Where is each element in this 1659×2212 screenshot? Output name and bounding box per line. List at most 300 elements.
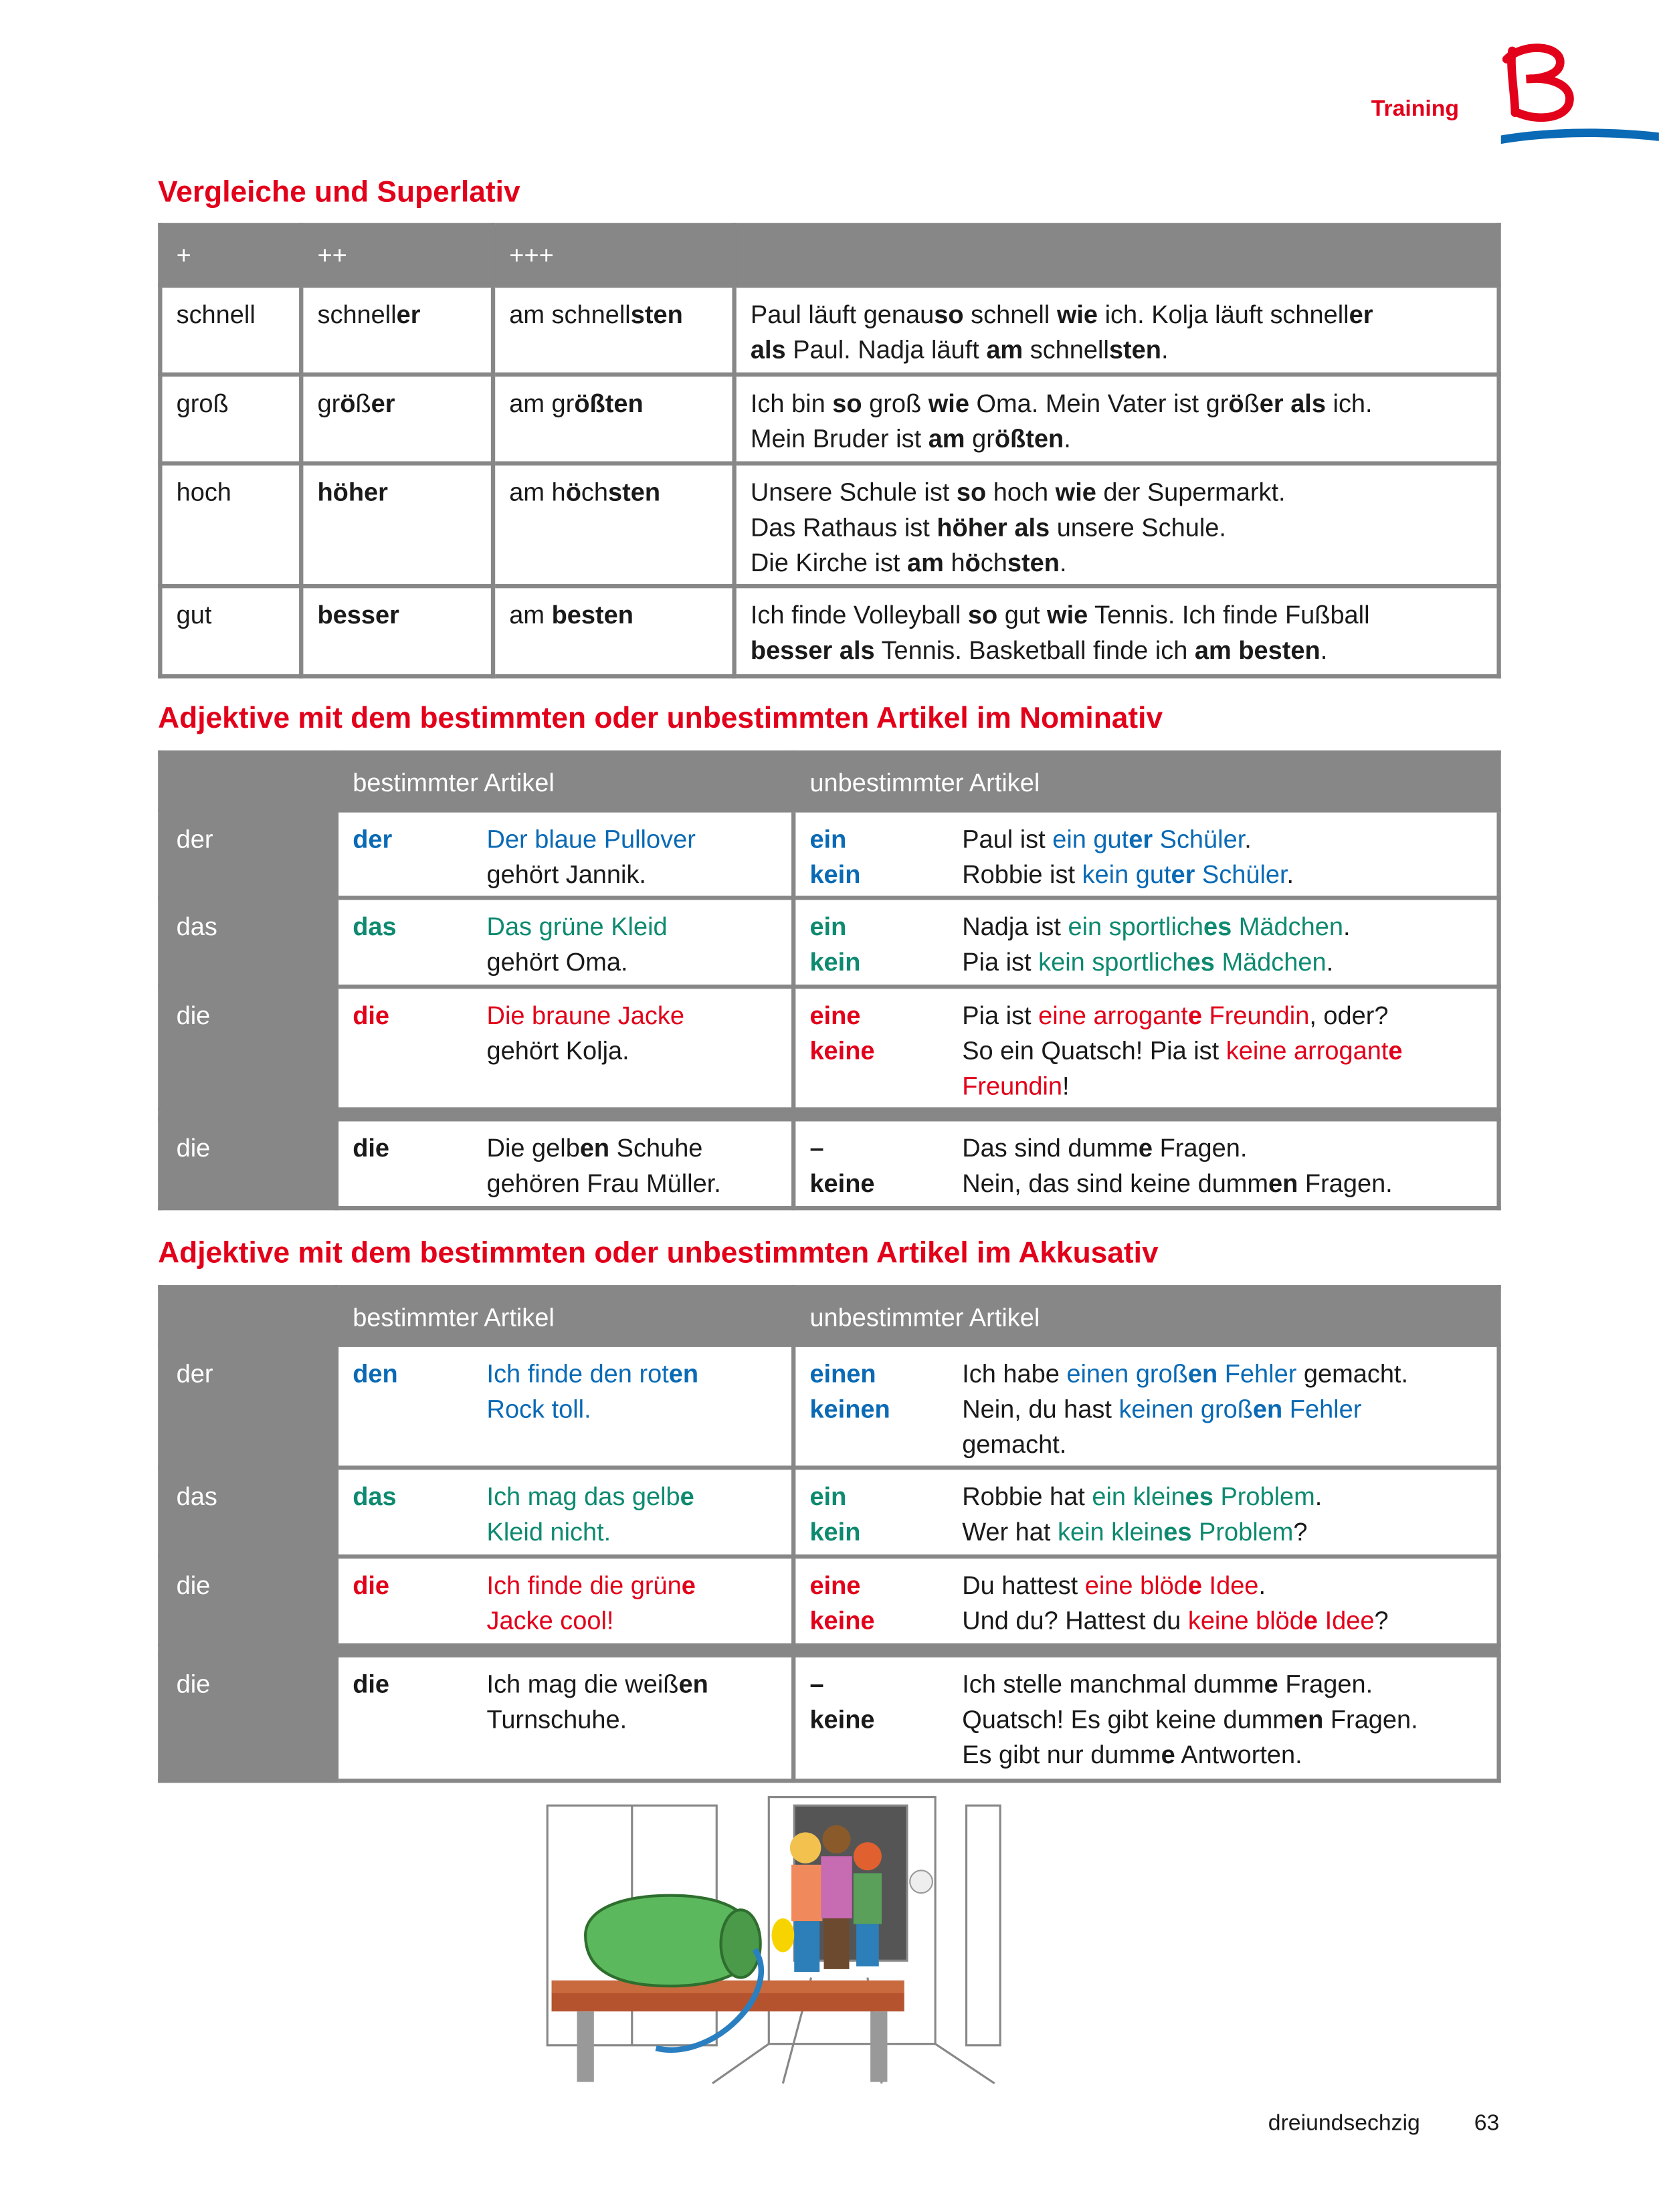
text-line [177,476,285,511]
text-run: einen [1066,1359,1129,1389]
text-line [751,333,1482,369]
text-run: Und du? Hattest du [962,1606,1188,1635]
header-definite: bestimmter Artikel [336,1287,793,1344]
text-line [809,910,962,945]
illustration-locker-room [543,1794,1003,2097]
text-run: es [1186,948,1215,977]
definite-cell [336,1119,793,1208]
text-line [962,1427,1408,1463]
text-run: en [1252,1395,1283,1423]
positive [160,586,301,676]
definite-example [487,910,668,980]
text-run: Mädchen [1232,912,1343,941]
table-row [160,1556,1498,1645]
superlative [493,464,735,586]
text-run: – [809,1670,824,1698]
table-row [160,586,1498,676]
text-line [809,1167,962,1202]
text-line [509,387,718,422]
definite-article [353,910,486,980]
text-run: keine blöd [1187,1606,1304,1635]
indefinite-cell [793,987,1498,1109]
header-definite: bestimmter Artikel [336,752,793,810]
text-run: Quatsch! Es gibt keine dumm [962,1705,1294,1734]
text-run: so [967,601,998,629]
gender-label: der [160,811,336,898]
text-run: am schnell [509,300,631,329]
text-run: ! [1062,1072,1070,1100]
definite-article [353,822,486,892]
text-line [809,1392,962,1427]
text-run: es [1163,1518,1192,1546]
indefinite-article [809,822,962,892]
text-line [353,1131,486,1167]
text-run: die [353,1001,390,1030]
text-line [487,1357,699,1393]
text-run: so [934,300,964,329]
text-run: gr [965,424,995,453]
text-line [809,999,962,1034]
text-run: der [353,825,393,853]
text-run: eine blöd [1084,1571,1188,1600]
text-line [353,1668,486,1703]
gender-label: der [160,1345,336,1468]
text-run: sten [1108,335,1161,365]
text-line [751,476,1482,511]
text-line [487,1034,684,1070]
text-run: er [1171,860,1195,889]
definite-article [353,1480,486,1550]
example [735,464,1499,586]
text-run: sten [630,300,683,329]
row-separator [160,1110,1498,1120]
section-label: Training [1371,97,1459,122]
text-run: Mein Bruder ist [750,424,929,453]
text-run: ö [565,478,581,507]
indefinite-article [809,910,962,980]
page-number: 63 [1474,2111,1500,2136]
text-line [751,546,1482,581]
text-line [177,298,285,333]
table-row [160,898,1498,987]
table-header [160,1287,1498,1344]
text-run: kein [809,860,861,889]
text-run: gut [997,601,1048,629]
text-line [487,999,684,1034]
definite-cell [336,1556,793,1645]
indefinite-example [962,910,1350,980]
superlative [493,375,735,464]
text-run: am besten [1194,636,1321,665]
children [772,1825,882,1972]
text-run: die [353,1134,390,1163]
definite-cell [336,898,793,987]
text-run: kein sportlich [1038,948,1187,977]
text-run: als [750,335,786,365]
indefinite-example [962,1668,1418,1773]
text-run: ß [1244,389,1260,418]
text-run: . [1320,636,1328,665]
text-run: schnell [176,300,256,329]
text-run: Turnschuhe. [486,1705,627,1734]
text-run: Pullover [597,825,696,853]
indefinite-example [962,1480,1322,1550]
indefinite-article [809,1569,962,1639]
text-run: sten [607,478,661,507]
definite-example [487,822,696,892]
text-run: Die Kirche ist [750,548,908,577]
text-run: . [1064,424,1071,453]
header-empty [160,752,336,810]
gender-label: das [160,898,336,987]
text-line [751,387,1482,422]
text-line [751,422,1482,458]
text-line [962,1604,1388,1639]
text-run: es [1185,1482,1213,1511]
text-run: Rock toll. [486,1395,591,1423]
text-line [487,1702,708,1738]
text-run: Fragen. [1278,1670,1373,1698]
text-run: gr [317,389,340,418]
definite-cell [336,811,793,898]
text-run: kein [809,1518,861,1546]
text-run: Die braune Jacke [486,1001,684,1030]
text-run: sten [1007,548,1060,577]
text-run: Das Rathaus ist [750,513,937,542]
text-run: groß [862,389,929,418]
header-example [735,225,1499,286]
page-number-word: dreiundsechzig [1268,2111,1420,2136]
text-run: am [986,335,1023,365]
gender-label: die [160,1556,336,1645]
text-run: Es gibt nur dumm [962,1740,1161,1769]
text-line [487,1480,694,1515]
text-line [509,298,718,333]
text-run: e [1388,1036,1403,1066]
text-run: am h [509,478,566,507]
text-run: kein gut [1082,860,1171,889]
text-run: Nein, du hast [962,1395,1119,1423]
text-run: besser als [750,636,875,665]
text-line [353,1569,486,1604]
text-run: ö [1228,389,1244,418]
text-run: e [1187,1571,1202,1600]
row-separator [160,1645,1498,1655]
text-run: Paul läuft genau [750,300,935,329]
table-row [160,1345,1498,1468]
text-run: Wer hat [962,1518,1058,1546]
text-run: e [1264,1670,1278,1698]
definite-article [353,1357,486,1427]
text-line [317,476,476,511]
text-run: hoch [176,478,231,507]
table-row [160,464,1498,586]
header-indefinite: unbestimmter Artikel [793,1287,1498,1344]
text-run: e [1138,1134,1153,1163]
text-run: . [1326,948,1334,977]
text-run: Freundin [962,1072,1063,1100]
text-run: eine [809,1001,861,1030]
text-run: er [1129,825,1153,853]
text-run: ich. [1325,389,1373,418]
text-run: . [1286,860,1294,889]
text-line [317,298,476,333]
definite-example [487,1131,721,1201]
text-run: schnell [317,300,397,329]
superlative [493,586,735,676]
text-run: e [1303,1606,1319,1635]
text-line [353,1480,486,1515]
text-run: Ich habe [962,1359,1067,1389]
text-run: Ich finde Volleyball [750,601,968,629]
comparison-table [158,223,1501,678]
text-line [353,999,486,1034]
text-run: So ein Quatsch! Pia ist [962,1036,1226,1066]
text-run: höher als [937,513,1050,542]
table-header [160,225,1498,286]
text-run: . [1244,825,1252,853]
positive [160,375,301,464]
text-run: er [1349,300,1373,329]
positive [160,286,301,375]
text-run: en [1187,1359,1218,1389]
header-positive: + [160,225,301,286]
indefinite-cell [793,1119,1498,1208]
text-line [809,1515,962,1550]
text-run: kein klein [1057,1518,1164,1546]
text-run: . [1059,548,1067,577]
text-run: das [353,1482,397,1511]
text-line [962,999,1402,1034]
text-run: keinen groß [1118,1395,1253,1423]
text-run: keine [809,1705,875,1734]
text-run: ein [809,825,847,853]
text-run: schnell [963,300,1057,329]
text-line [962,858,1294,893]
text-run: so [832,389,862,418]
text-run: en [668,1359,699,1389]
text-run: keine [809,1169,875,1198]
section-title-comparison: Vergleiche und Superlativ [158,176,520,209]
header-indefinite: unbestimmter Artikel [793,752,1498,810]
text-run: Problem [1213,1482,1315,1511]
text-run: Das sind dumm [962,1134,1139,1163]
text-line [809,858,962,893]
text-line [487,945,668,981]
text-run: gemacht. [962,1430,1067,1459]
indefinite-article [809,1131,962,1201]
text-run: Pia ist [962,1001,1039,1030]
text-run: wie [928,389,969,418]
text-line [487,1167,721,1202]
text-run: Ich bin [750,389,833,418]
definite-article [353,1668,486,1738]
text-run: die [353,1670,390,1698]
definite-cell [336,1468,793,1556]
text-run: Ich mag die weiß [486,1670,679,1698]
text-run: eine [809,1571,861,1600]
indefinite-article [809,1668,962,1773]
indefinite-cell [793,898,1498,987]
text-line [809,1034,962,1070]
text-run: keine arrogant [1226,1036,1389,1066]
sports-bag [585,1896,761,2050]
text-run: e [1161,1740,1175,1769]
text-run: Kleid nicht. [486,1518,611,1546]
header-comparative: ++ [301,225,493,286]
text-line [962,1131,1393,1167]
text-line [487,1392,699,1427]
text-run: ? [1374,1606,1389,1635]
text-line [962,1357,1408,1393]
accusative-table [158,1285,1501,1783]
text-run: er [371,389,395,418]
text-line [962,910,1350,945]
text-run: Fragen. [1298,1169,1393,1198]
text-run: keine [809,1036,875,1066]
text-line [962,1569,1388,1604]
text-run: Jacke cool! [486,1606,614,1635]
indefinite-cell [793,1345,1498,1468]
indefinite-cell [793,1655,1498,1781]
indefinite-example [962,1569,1388,1639]
text-run: en [579,1134,610,1163]
text-run: Ich stelle manchmal dumm [962,1670,1264,1698]
example [735,286,1499,375]
text-line [962,1515,1322,1550]
definite-cell [336,987,793,1109]
text-run: so [956,478,987,507]
text-line [809,1604,962,1639]
text-run: besten [551,601,633,629]
text-run: keine [809,1606,875,1635]
text-line [962,1167,1393,1202]
text-run: Das grüne Kleid [486,912,668,941]
text-line [962,1069,1402,1104]
text-run: Antworten. [1175,1740,1302,1769]
gender-label: die [160,1119,336,1208]
text-run: am gr [509,389,575,418]
text-run: Robbie ist [962,860,1082,889]
text-run: die [353,1571,390,1600]
definite-cell [336,1655,793,1781]
text-line [962,1668,1418,1703]
text-run: Problem [1191,1518,1294,1546]
text-run: Oma. Mein Vater ist gr [969,389,1229,418]
text-run: Tennis. Basketball finde ich [874,636,1195,665]
text-line [317,387,476,422]
text-run: am [928,424,965,453]
text-run: unsere Schule. [1050,513,1226,542]
text-run: Robbie hat [962,1482,1092,1511]
section-title-accusative: Adjektive mit dem bestimmten oder unbestimmten Artikel im Akkusativ [158,1237,1159,1270]
text-run: hoch [986,478,1056,507]
gender-label: die [160,987,336,1109]
text-line [509,476,718,511]
table-row [160,1119,1498,1208]
indefinite-example [962,1131,1393,1201]
text-run: ch [581,478,608,507]
text-run: besser [317,601,399,629]
text-run: . [1343,912,1351,941]
text-line [809,1357,962,1393]
text-line [962,1702,1418,1738]
text-line [809,1569,962,1604]
text-run: Schüler [1195,860,1287,889]
comparative [301,375,493,464]
text-run: Fehler [1282,1395,1362,1423]
text-line [353,910,486,945]
definite-example [487,1668,708,1738]
text-run: Fragen. [1323,1705,1418,1734]
definite-article [353,1131,486,1201]
text-run: h [943,548,965,577]
indefinite-example [962,1357,1408,1463]
text-run: groß [176,389,229,418]
gender-label: das [160,1468,336,1556]
text-line [962,1392,1408,1427]
text-line [509,598,718,633]
positive [160,464,301,586]
example [735,375,1499,464]
text-run: Mädchen [1214,948,1327,977]
text-run: schnell [1023,335,1109,365]
text-line [962,945,1350,981]
text-run: en [678,1670,708,1698]
text-line [317,598,476,633]
text-run: am [907,548,944,577]
text-run: Paul. Nadja läuft [785,335,987,365]
text-run: ß [355,389,371,418]
nominative-table [158,750,1501,1210]
text-run: er als [1259,389,1326,418]
text-run: e [1187,1001,1202,1030]
text-run: ein sportlich [1068,912,1204,941]
text-run: Paul ist [962,825,1053,853]
text-run: gehört Kolja. [486,1036,629,1066]
text-run: ö [965,548,981,577]
text-run: . [1314,1482,1323,1511]
text-line [487,910,668,945]
text-line [487,1131,721,1167]
text-run: , oder? [1309,1001,1389,1030]
text-line [487,1569,696,1604]
table-header [160,752,1498,810]
header-superlative: +++ [493,225,735,286]
text-run: Unsere Schule ist [750,478,957,507]
text-run: gehört Oma. [486,948,628,977]
text-line [487,822,696,858]
text-run: – [809,1134,824,1163]
text-line [751,598,1482,633]
text-run: am [509,601,552,629]
indefinite-article [809,1357,962,1463]
section-title-nominative: Adjektive mit dem bestimmten oder unbestimmten Artikel im Nominativ [158,702,1163,735]
text-run: . [1258,1571,1266,1600]
text-line [751,633,1482,669]
example [735,586,1499,676]
definite-example [487,999,684,1069]
text-line [809,1131,962,1167]
text-run: ein [809,1482,847,1511]
text-run: Freundin [1201,1001,1310,1030]
text-line [809,1702,962,1738]
text-run: Fehler [1217,1359,1297,1389]
text-run: Fragen. [1153,1134,1248,1163]
text-run: Ich mag das gelb [486,1482,680,1511]
text-run: ößten [574,389,644,418]
text-run: ößten [994,424,1064,453]
